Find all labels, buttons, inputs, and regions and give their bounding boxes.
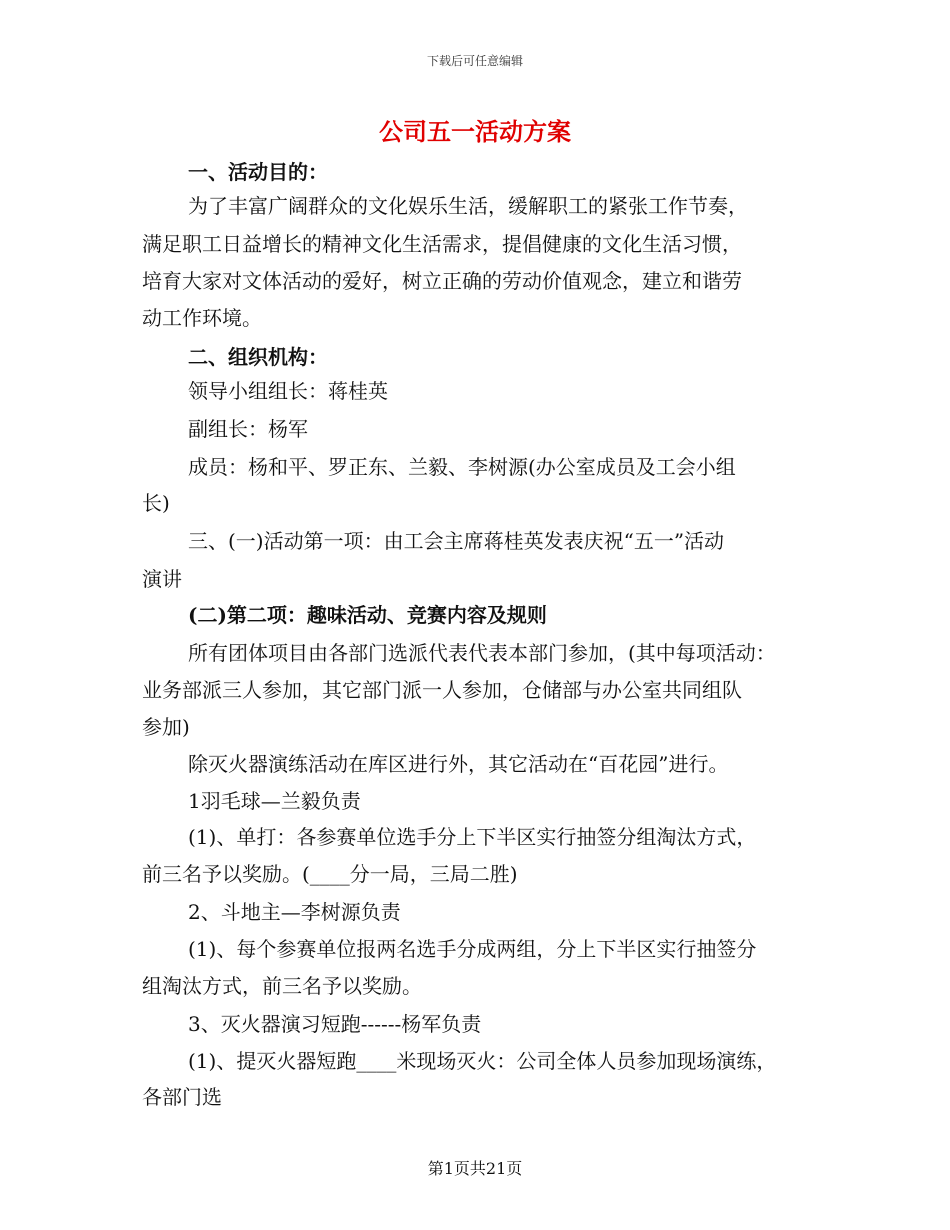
paragraph-line: 演讲 [142, 567, 182, 591]
section-heading: (二)第二项：趣味活动、竞赛内容及规则 [188, 603, 547, 627]
paragraph-line: 1羽毛球—兰毅负责 [188, 789, 361, 813]
paragraph-line: 业务部派三人参加，其它部门派一人参加，仓储部与办公室共同组队 [142, 678, 742, 702]
paragraph-line: 各部门选 [142, 1085, 222, 1109]
paragraph-line: 成员：杨和平、罗正东、兰毅、李树源(办公室成员及工会小组 [188, 455, 736, 479]
paragraph-line: 前三名予以奖励。(____分一局，三局二胜) [142, 862, 518, 886]
paragraph-line: 三、(一)活动第一项：由工会主席蒋桂英发表庆祝“五一”活动 [188, 529, 725, 553]
paragraph-line: 参加) [142, 715, 190, 739]
section-heading: 二、组织机构： [188, 345, 328, 369]
paragraph-line: (1)、每个参赛单位报两名选手分成两组，分上下半区实行抽签分 [188, 937, 757, 961]
paragraph-line: 满足职工日益增长的精神文化生活需求，提倡健康的文化生活习惯， [142, 232, 742, 256]
page-header: 下载后可任意编辑 [426, 54, 523, 68]
paragraph-line: 培育大家对文体活动的爱好，树立正确的劳动价值观念，建立和谐劳 [142, 269, 742, 293]
paragraph-line: 副组长：杨军 [188, 417, 308, 441]
paragraph-line: (1)、单打：各参赛单位选手分上下半区实行抽签分组淘汰方式， [188, 825, 757, 849]
paragraph-line: 长) [142, 491, 170, 515]
document-title: 公司五一活动方案 [379, 117, 571, 146]
paragraph-line: 为了丰富广阔群众的文化娱乐生活，缓解职工的紧张工作节奏， [188, 194, 748, 218]
paragraph-line: 所有团体项目由各部门选派代表代表本部门参加，(其中每项活动： [188, 641, 776, 665]
paragraph-line: 领导小组组长：蒋桂英 [188, 379, 388, 403]
section-heading: 一、活动目的： [188, 160, 328, 184]
paragraph-line: 除灭火器演练活动在库区进行外，其它活动在“百花园”进行。 [188, 752, 729, 776]
paragraph-line: 组淘汰方式，前三名予以奖励。 [142, 974, 422, 998]
paragraph-line: (1)、提灭火器短跑____米现场灭火：公司全体人员参加现场演练， [188, 1049, 777, 1073]
paragraph-line: 动工作环境。 [142, 306, 262, 330]
paragraph-line: 3、灭火器演习短跑------杨军负责 [188, 1012, 482, 1036]
paragraph-line: 2、斗地主—李树源负责 [188, 900, 401, 924]
page-footer: 第1页共21页 [427, 1159, 523, 1178]
